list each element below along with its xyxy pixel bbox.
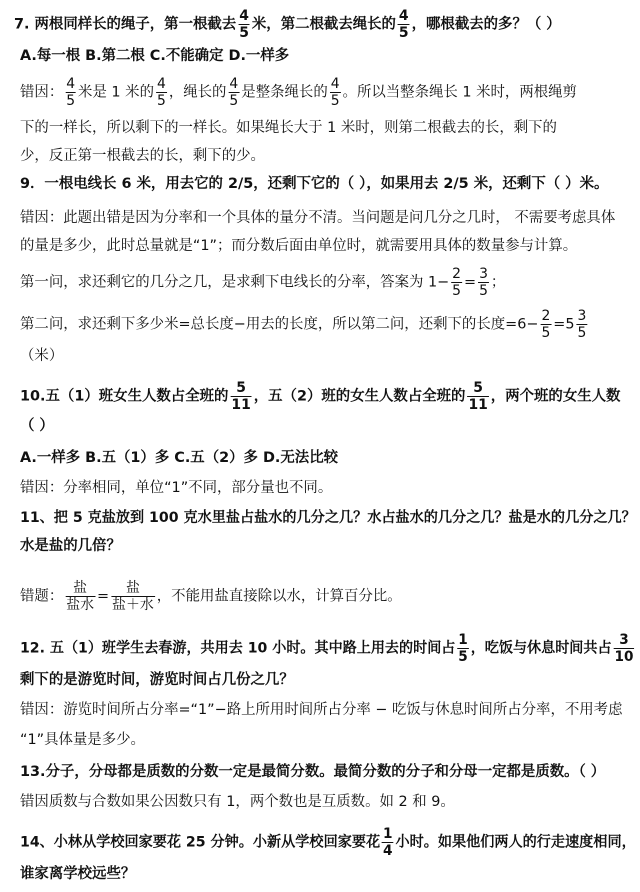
fraction: $\frac{1}{4}$	[383, 826, 393, 859]
q9-explanation-line2: 的量是多少，此时总量就是“1”；而分数后面由单位时，就需要用具体的数量参与计算。	[20, 238, 578, 254]
fraction: $\frac{3}{10}$	[614, 632, 634, 665]
q10-question: 10.五（1）班女生人数占全班的 $\frac{5}{11}$ ，五（2）班的女生人数占全班的 $\frac{5}{11}$ ，两个班的女生人数	[20, 380, 621, 413]
fraction: $\frac{\text{盐}}{\text{盐＋水}}$	[112, 580, 154, 613]
q12-question-line1: 12. 五（1）班学生去春游，共用去 10 小时。其中路上用去的时间占 $\frac{1}{5}$ ，吃饭与休息时间共占 $\frac{3}{10}$	[20, 632, 634, 665]
q11-question-line1: 11、把 5 克盐放到 100 克水里盐占盐水的几分之几？水占盐水的几分之几？盐是水的几分之几？	[20, 510, 636, 526]
fraction: $\frac{5}{11}$	[468, 380, 488, 413]
q13-question: 13.分子，分母都是质数的分数一定是最简分数。最简分数的分子和分母一定都是质数。（ ）	[20, 764, 606, 780]
q9-explanation-line1: 错因：此题出错是因为分率和一个具体的量分不清。当问题是问几分之几时， 不需要考虑具体	[20, 210, 616, 226]
fraction: $\frac{2}{5}$	[452, 266, 462, 299]
q14-question-line2: 谁家离学校远些？	[20, 866, 136, 882]
fraction: $\frac{4}{5}$	[239, 8, 249, 41]
fraction: $\frac{3}{5}$	[479, 266, 488, 299]
q14-question-line1: 14、小林从学校回家要花 25 分钟。小新从学校回家要花 $\frac{1}{4}$ 小时。如果他们两人的行走速度相同，	[20, 826, 636, 859]
fraction: $\frac{1}{5}$	[458, 632, 468, 665]
q7-options: A.每一根 B.第二根 C.不能确定 D.一样多	[20, 48, 290, 64]
fraction: $\frac{4}{5}$	[66, 76, 76, 109]
q9-explanation-line4: 第二问，求还剩下多少米=总长度−用去的长度，所以第二问，还剩下的长度=6− $\frac{2}{5}$ =5 $\frac{3}{5}$	[20, 308, 587, 341]
q9-explanation-line3: 第一问，求还剩它的几分之几，是求剩下电线长的分率，答案为 1− $\frac{2}{5}$ = $\frac{3}{5}$ ；	[20, 266, 506, 299]
q9-question: 9．一根电线长 6 米，用去它的 2/5，还剩下它的（ ），如果用去 2/5 米，还剩下（ ）米。	[20, 176, 609, 192]
q7-explanation-line2: 下的一样长，所以剩下的一样长。如果绳长大于 1 米时，则第二根截去的长，剩下的	[20, 120, 557, 136]
fraction: $\frac{3}{5}$	[577, 308, 587, 341]
q7-question: 7. 两根同样长的绳子，第一根截去 $\frac{4}{5}$ 米，第二根截去绳长的 $\frac{4}{5}$ ，哪根截去的多？（ ）	[14, 8, 561, 41]
fraction: $\frac{4}{5}$	[398, 8, 409, 41]
fraction: $\frac{4}{5}$	[156, 76, 166, 109]
q11-explanation: 错题： $\frac{\text{盐}}{\text{盐水}}$ = $\frac{\text{盐}}{\text{盐＋水}}$ ，不能用盐直接除以水，计算百分比。	[20, 580, 402, 613]
q10-answer-blank: （ ）	[20, 418, 54, 434]
q10-explanation: 错因：分率相同，单位“1”不同，部分量也不同。	[20, 480, 333, 496]
q7-explanation-line3: 少，反正第一根截去的长，剩下的少。	[20, 148, 265, 164]
fraction: $\frac{\text{盐}}{\text{盐水}}$	[66, 580, 95, 613]
q11-question-line2: 水是盐的几倍？	[20, 538, 121, 554]
q10-options: A.一样多 B.五（1）多 C.五（2）多 D.无法比较	[20, 450, 339, 466]
q12-question-line2: 剩下的是游览时间，游览时间占几份之几？	[20, 672, 294, 688]
fraction: $\frac{2}{5}$	[541, 308, 551, 341]
fraction: $\frac{4}{5}$	[330, 76, 340, 109]
q7-explanation-line1: 错因： $\frac{4}{5}$ 米是 1 米的 $\frac{4}{5}$ ，绳长的 $\frac{4}{5}$ 是整条绳长的 $\frac{4}{5}$ 。所以当整条绳长 1 米时，两根绳剪	[20, 76, 577, 109]
q9-unit: （米）	[20, 348, 64, 364]
fraction: $\frac{5}{11}$	[231, 380, 251, 413]
q12-explanation-line1: 错因：游览时间所占分率=“1”−路上所用时间所占分率 − 吃饭与休息时间所占分率，不用考虑	[20, 702, 623, 718]
q12-explanation-line2: “1”具体量是多少。	[20, 732, 145, 748]
q13-explanation: 错因质数与合数如果公因数只有 1，两个数也是互质数。如 2 和 9。	[20, 794, 455, 810]
fraction: $\frac{4}{5}$	[229, 76, 239, 109]
